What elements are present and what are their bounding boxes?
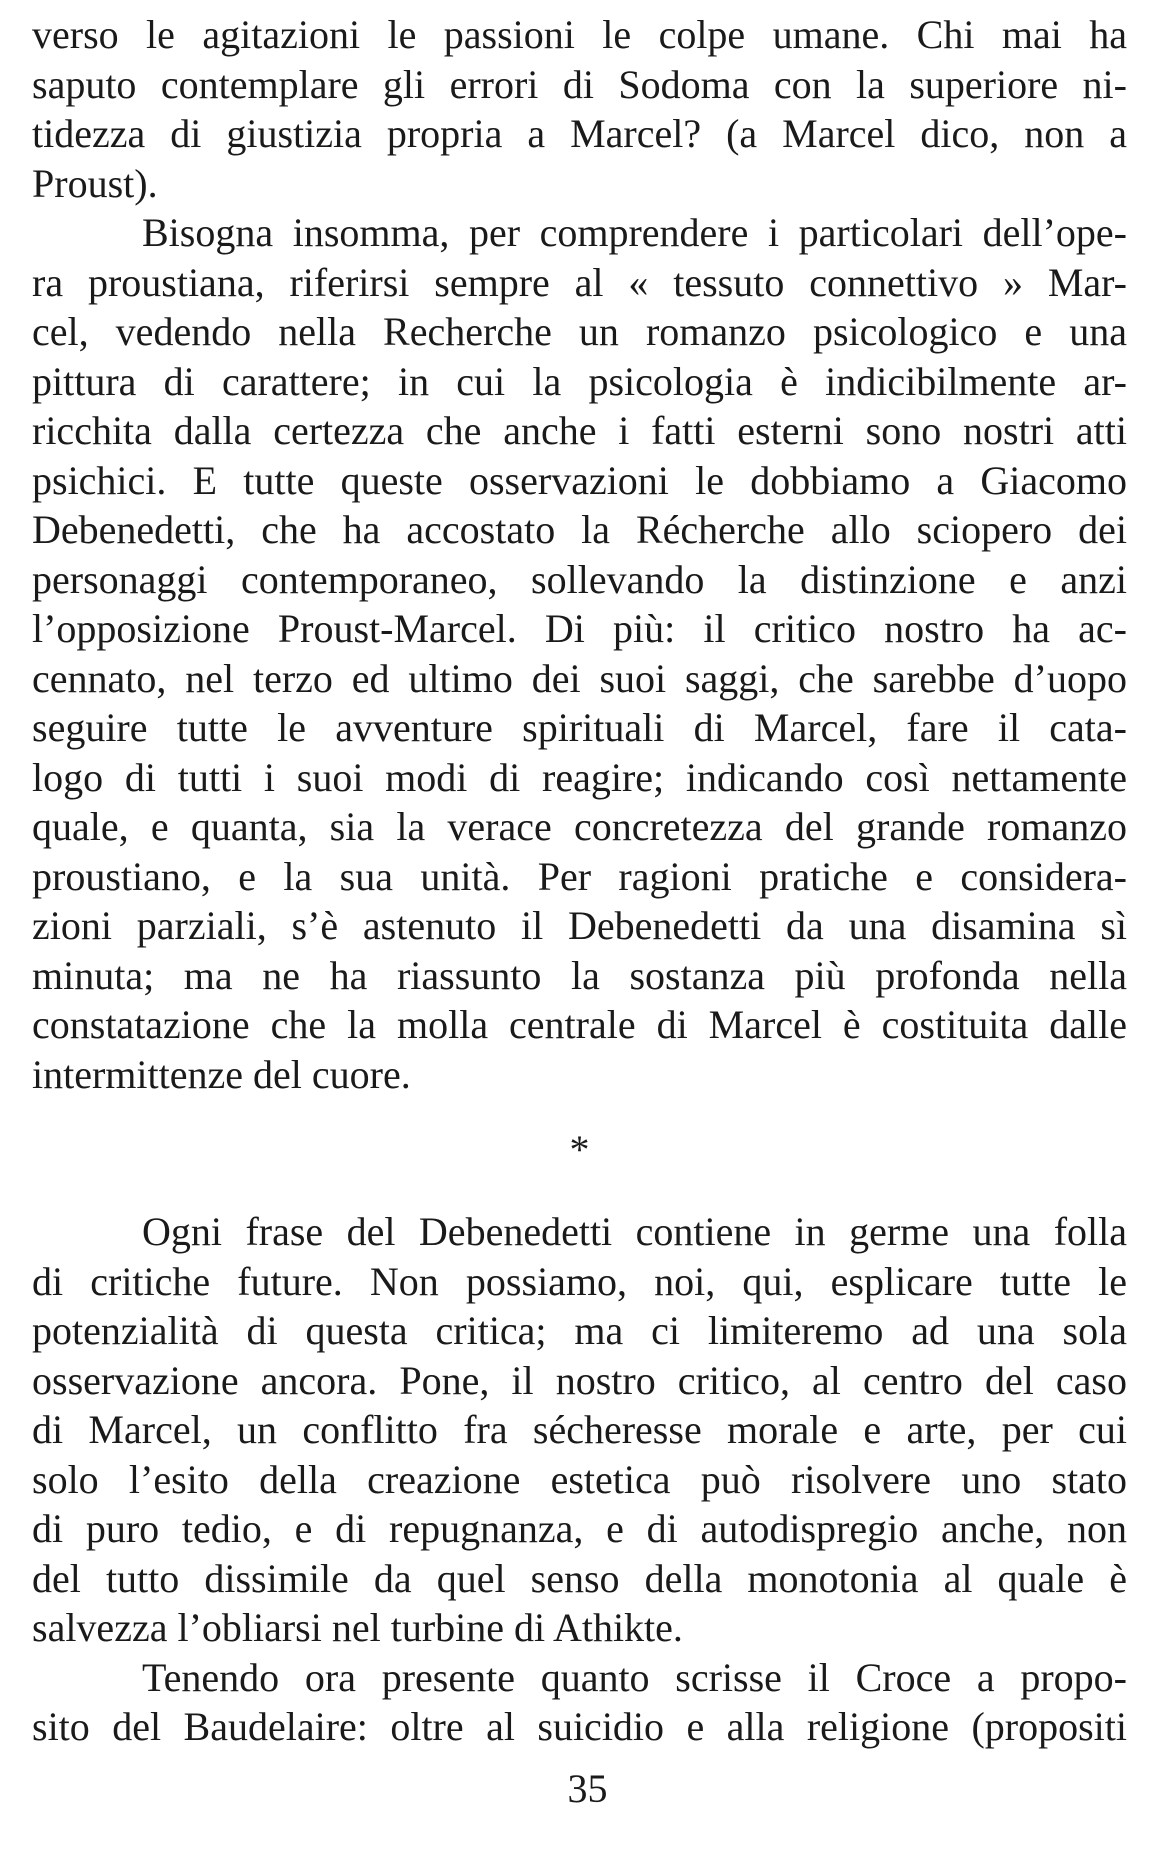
- text-line: Ogni frase del Debenedetti contiene in germe una folla: [142, 1209, 1127, 1254]
- text-line: quale, e quanta, sia la verace concretezza del grande romanzo: [32, 804, 1127, 849]
- text-line: sito del Baudelaire: oltre al suicidio e alla religione (propositi: [32, 1704, 1127, 1749]
- section-separator: *: [569, 1127, 590, 1172]
- text-line: potenzialità di questa critica; ma ci limiteremo ad una sola: [32, 1308, 1127, 1353]
- text-line: di critiche future. Non possiamo, noi, qui, esplicare tutte le: [32, 1258, 1127, 1304]
- page-body: [32, 10, 1127, 1752]
- text-line: pittura di carattere; in cui la psicologia è indicibilmente ar-: [32, 358, 1127, 404]
- text-line: intermittenze del cuore.: [32, 1051, 411, 1097]
- text-line: del tutto dissimile da quel senso della monotonia al quale è: [32, 1555, 1127, 1601]
- text-line: ra proustiana, riferirsi sempre al « tessuto connettivo » Mar-: [32, 259, 1127, 305]
- text-line: ricchita dalla certezza che anche i fatti esterni sono nostri atti: [32, 408, 1127, 453]
- text-line: constatazione che la molla centrale di Marcel è costituita dalle: [32, 1002, 1127, 1047]
- text-line: solo l’esito della creazione estetica può risolvere uno stato: [32, 1456, 1127, 1502]
- text-line: saputo contemplare gli errori di Sodoma con la superiore ni-: [32, 61, 1127, 107]
- text-line: Debenedetti, che ha accostato la Récherche allo sciopero dei: [32, 507, 1127, 552]
- text-line: di puro tedio, e di repugnanza, e di autodispregio anche, non: [32, 1506, 1127, 1551]
- page-number: 35: [567, 1766, 608, 1811]
- text-line: verso le agitazioni le passioni le colpe umane. Chi mai ha: [32, 12, 1127, 57]
- text-line: osservazione ancora. Pone, il nostro critico, al centro del caso: [32, 1357, 1127, 1403]
- text-line: psichici. E tutte queste osservazioni le dobbiamo a Giacomo: [32, 457, 1127, 503]
- text-line: cel, vedendo nella Recherche un romanzo psicologico e una: [32, 309, 1127, 354]
- paragraph-croce: [32, 1653, 1127, 1752]
- text-line: seguire tutte le avventure spirituali di Marcel, fare il cata-: [32, 705, 1127, 750]
- text-line: tidezza di giustizia propria a Marcel? (a Marcel dico, non a: [32, 111, 1127, 156]
- text-line: proustiano, e la sua unità. Per ragioni pratiche e considera-: [32, 853, 1127, 899]
- paragraph-continued: [32, 10, 1127, 208]
- text-line: logo di tutti i suoi modi di reagire; indicando così nettamente: [32, 754, 1127, 800]
- text-line: cennato, nel terzo ed ultimo dei suoi saggi, che sarebbe d’uopo: [32, 655, 1127, 701]
- text-line: personaggi contemporaneo, sollevando la distinzione e anzi: [32, 556, 1127, 602]
- text-line: Proust).: [32, 160, 158, 206]
- text-line: di Marcel, un conflitto fra sécheresse morale e arte, per cui: [32, 1407, 1127, 1452]
- text-line: Tenendo ora presente quanto scrisse il Croce a propo-: [142, 1654, 1127, 1700]
- text-line: salvezza l’obliarsi nel turbine di Athikte.: [32, 1605, 683, 1650]
- text-line: l’opposizione Proust-Marcel. Di più: il critico nostro ha ac-: [32, 606, 1127, 651]
- text-line: Bisogna insomma, per comprendere i particolari dell’ope-: [142, 210, 1127, 255]
- paragraph-recherche: [32, 208, 1127, 1099]
- text-line: minuta; ma ne ha riassunto la sostanza più profonda nella: [32, 952, 1127, 998]
- text-line: zioni parziali, s’è astenuto il Debenedetti da una disamina sì: [32, 903, 1127, 948]
- paragraph-debenedetti: [32, 1207, 1127, 1653]
